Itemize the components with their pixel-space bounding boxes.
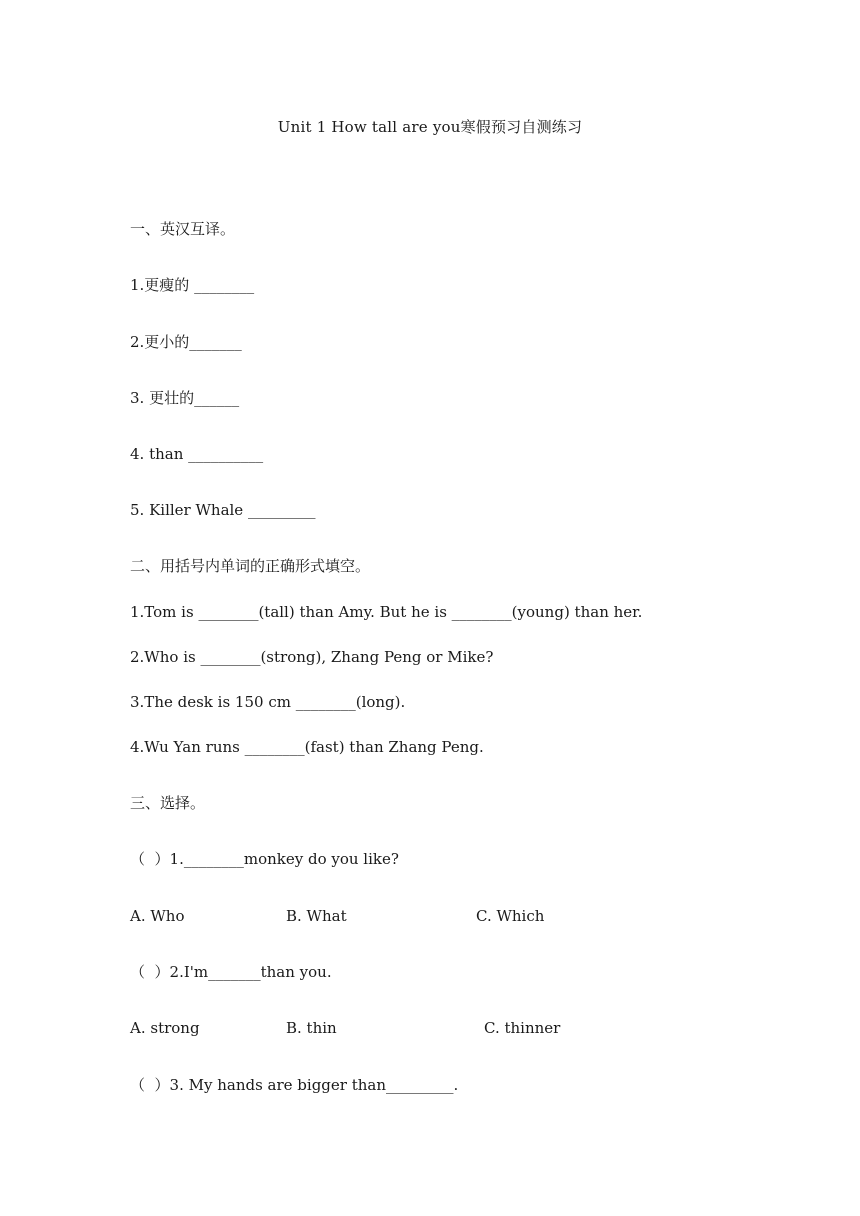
section-3-heading: 三、选择。: [130, 794, 206, 812]
section-2-item-1: 1.Tom is ________(tall) than Amy. But he is ________(young) than her.: [130, 603, 643, 621]
section-2-item-2: 2.Who is ________(strong), Zhang Peng or Mike?: [130, 648, 494, 666]
question-1-stem: （ ）1.________monkey do you like?: [130, 850, 399, 868]
question-1-option-b: B. What: [286, 907, 347, 925]
section-2-heading: 二、用括号内单词的正确形式填空。: [130, 557, 371, 575]
section-1-item-2: 2.更小的_______: [130, 333, 242, 351]
section-2-item-4: 4.Wu Yan runs ________(fast) than Zhang Peng.: [130, 738, 484, 756]
section-1-item-5: 5. Killer Whale _________: [130, 501, 316, 519]
question-2-option-a: A. strong: [130, 1019, 200, 1037]
question-2-option-b: B. thin: [286, 1019, 337, 1037]
section-1-item-1: 1.更瘦的 ________: [130, 276, 255, 294]
question-2-stem: （ ）2.I'm_______than you.: [130, 963, 332, 981]
section-1-heading: 一、英汉互译。: [130, 220, 236, 238]
question-2-option-c: C. thinner: [484, 1019, 561, 1037]
section-1-item-4: 4. than __________: [130, 445, 264, 463]
question-1-option-c: C. Which: [476, 907, 545, 925]
question-1-option-a: A. Who: [130, 907, 185, 925]
page-title: Unit 1 How tall are you寒假预习自测练习: [277, 118, 583, 136]
section-1-item-3: 3. 更壮的______: [130, 389, 240, 407]
question-3-stem: （ ）3. My hands are bigger than_________.: [130, 1076, 459, 1094]
section-2-item-3: 3.The desk is 150 cm ________(long).: [130, 693, 406, 711]
